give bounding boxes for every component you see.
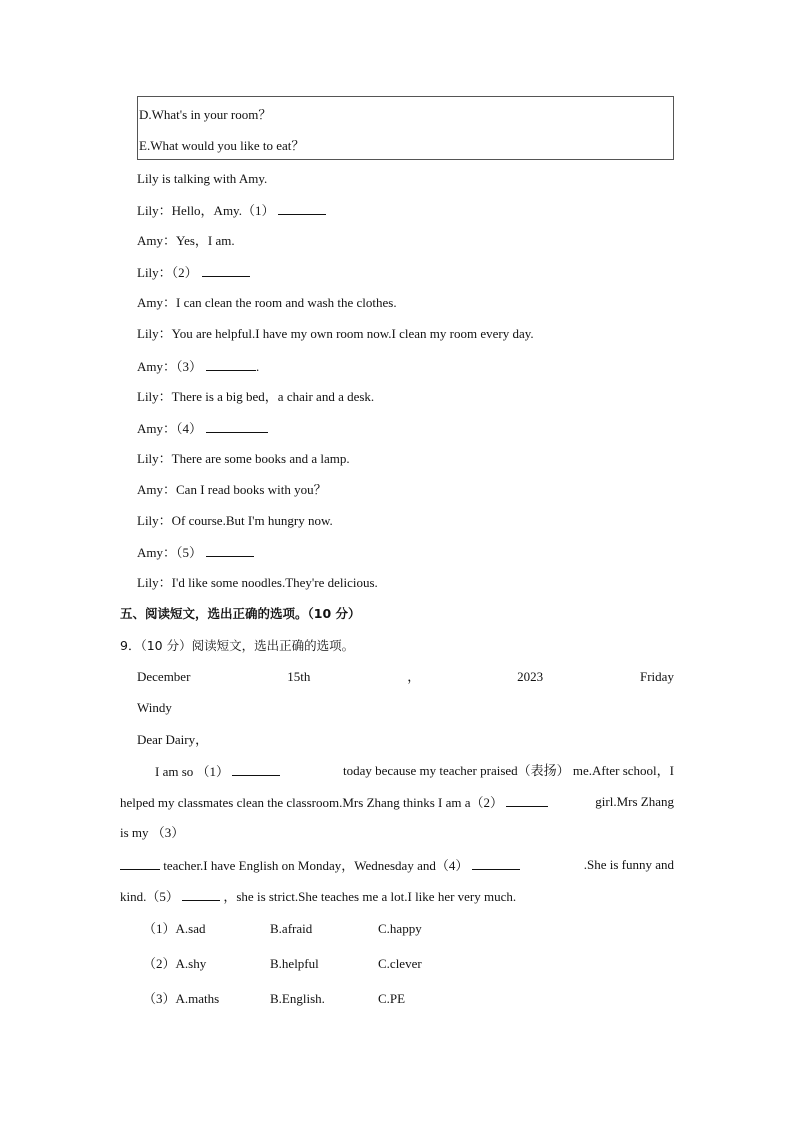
dialogue-line bbox=[137, 513, 333, 529]
dialogue-text: There are some books and a lamp. bbox=[171, 451, 350, 466]
speaker-label: Lily： bbox=[137, 326, 172, 341]
diary-line-4 bbox=[120, 857, 674, 874]
diary-greeting: Dear Dairy， bbox=[137, 732, 209, 747]
diary-text: I am so （1） bbox=[155, 764, 230, 779]
speaker-label: Amy： bbox=[137, 359, 177, 374]
speaker-label: Lily： bbox=[137, 203, 172, 218]
dialogue-text: You are helpful.I have my own room now.I clean my room every day. bbox=[171, 326, 534, 341]
speaker-label: Amy： bbox=[137, 295, 177, 310]
dialogue-text: （5） bbox=[176, 545, 203, 560]
choice-1-c[interactable]: C.happy bbox=[378, 921, 422, 936]
dialogue-line bbox=[137, 575, 378, 591]
dialogue-text: （4） bbox=[176, 421, 203, 436]
diary-date-line bbox=[137, 669, 674, 685]
option-d: D.What's in your room？ bbox=[139, 107, 272, 122]
choice-2-a[interactable]: （2）A.shy bbox=[143, 956, 207, 971]
answer-blank[interactable] bbox=[206, 544, 254, 557]
choice-1-b[interactable]: B.afraid bbox=[270, 921, 313, 936]
speaker-label: Lily： bbox=[137, 389, 172, 404]
choice-2-b[interactable]: B.helpful bbox=[270, 956, 319, 971]
answer-blank[interactable] bbox=[472, 857, 520, 870]
diary-text: girl.Mrs Zhang bbox=[595, 794, 674, 809]
speaker-label: Amy： bbox=[137, 545, 177, 560]
diary-text: kind.（5） bbox=[120, 889, 179, 904]
question-title: 9．（10 分）阅读短文，选出正确的选项。 bbox=[120, 638, 355, 653]
diary-line-1 bbox=[155, 763, 674, 780]
choice-3-b[interactable]: B.English. bbox=[270, 991, 325, 1006]
speaker-label: Lily： bbox=[137, 451, 172, 466]
diary-text: .She is funny and bbox=[583, 857, 674, 872]
diary-line-2 bbox=[120, 794, 674, 811]
dialogue-text: Hello，Amy.（1） bbox=[171, 203, 275, 218]
speaker-label: Lily： bbox=[137, 265, 172, 280]
options-box bbox=[137, 96, 674, 160]
dialogue-line bbox=[137, 326, 534, 342]
diary-weather: Windy bbox=[137, 700, 172, 715]
answer-blank[interactable] bbox=[182, 888, 220, 901]
date-weekday: Friday bbox=[640, 669, 674, 684]
dialogue-line bbox=[137, 202, 326, 219]
dialogue-line bbox=[137, 233, 235, 249]
answer-blank[interactable] bbox=[278, 202, 326, 215]
choice-1-a[interactable]: （1）A.sad bbox=[143, 921, 206, 936]
diary-line-5 bbox=[120, 888, 516, 905]
dialogue-line bbox=[137, 264, 250, 281]
date-month: December bbox=[137, 669, 191, 684]
dialogue-punct: . bbox=[256, 359, 260, 374]
answer-blank[interactable] bbox=[206, 420, 268, 433]
speaker-label: Amy： bbox=[137, 421, 177, 436]
dialogue-line bbox=[137, 420, 268, 437]
speaker-label: Amy： bbox=[137, 233, 177, 248]
diary-text: teacher.I have English on Monday，Wednesday and（4） bbox=[163, 858, 469, 873]
choice-3-c[interactable]: C.PE bbox=[378, 991, 406, 1006]
dialogue-intro: Lily is talking with Amy. bbox=[137, 171, 268, 186]
dialogue-text: Can I read books with you？ bbox=[176, 482, 327, 497]
date-year: 2023 bbox=[517, 669, 544, 684]
dialogue-text: （2） bbox=[171, 265, 198, 280]
date-day: 15th bbox=[287, 669, 311, 684]
dialogue-line bbox=[137, 451, 350, 467]
speaker-label: Lily： bbox=[137, 575, 172, 590]
answer-blank[interactable] bbox=[202, 264, 250, 277]
answer-blank[interactable] bbox=[232, 763, 280, 776]
choice-3-a[interactable]: （3）A.maths bbox=[143, 991, 220, 1006]
dialogue-line bbox=[137, 295, 397, 311]
dialogue-line bbox=[137, 358, 259, 375]
dialogue-line bbox=[137, 544, 254, 561]
dialogue-text: Yes，I am. bbox=[176, 233, 235, 248]
dialogue-text: Of course.But I'm hungry now. bbox=[171, 513, 333, 528]
answer-blank[interactable] bbox=[120, 857, 160, 870]
diary-text: helped my classmates clean the classroom.Mrs Zhang thinks I am a（2） bbox=[120, 795, 504, 810]
diary-text: ，she is strict.She teaches me a lot.I like her very much. bbox=[223, 889, 517, 904]
diary-text: today because my teacher praised（表扬） me.After school，I bbox=[342, 763, 674, 778]
choice-2-c[interactable]: C.clever bbox=[378, 956, 422, 971]
diary-line-3: is my （3） bbox=[120, 825, 185, 840]
dialogue-text: （3） bbox=[176, 359, 203, 374]
dialogue-line bbox=[137, 389, 374, 405]
answer-blank[interactable] bbox=[506, 794, 548, 807]
dialogue-text: I can clean the room and wash the clothes. bbox=[176, 295, 397, 310]
dialogue-line bbox=[137, 482, 327, 498]
date-comma: ， bbox=[407, 669, 421, 684]
dialogue-text: I'd like some noodles.They're delicious. bbox=[171, 575, 378, 590]
answer-blank[interactable] bbox=[206, 358, 256, 371]
section-heading: 五、阅读短文，选出正确的选项。（10 分） bbox=[120, 606, 361, 621]
option-e: E.What would you like to eat？ bbox=[139, 138, 305, 153]
dialogue-text: There is a big bed，a chair and a desk. bbox=[171, 389, 375, 404]
speaker-label: Amy： bbox=[137, 482, 177, 497]
speaker-label: Lily： bbox=[137, 513, 172, 528]
